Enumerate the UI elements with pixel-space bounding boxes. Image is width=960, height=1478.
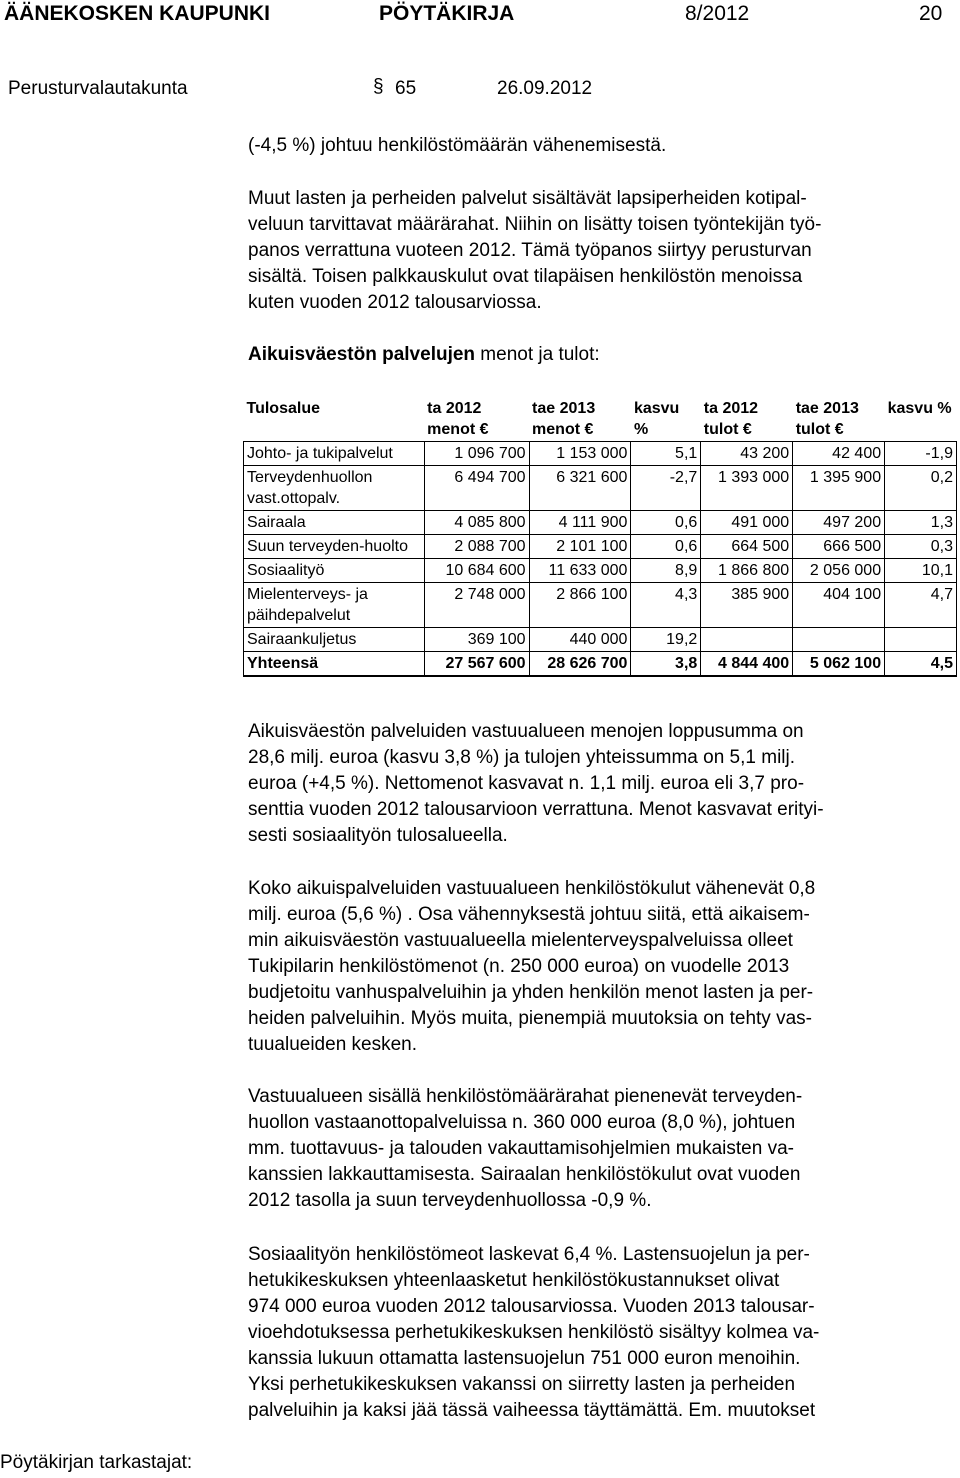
- table-cell: 2 748 000: [424, 583, 529, 628]
- table-cell: 1,3: [885, 511, 957, 535]
- text-line: 28,6 milj. euroa (kasvu 3,8 %) ja tulojen yhteissumma on 5,1 milj.: [248, 747, 796, 768]
- table-cell: Sosiaalityö: [244, 559, 425, 583]
- table-cell: 6 494 700: [424, 466, 529, 511]
- table-row: [244, 628, 957, 652]
- table-cell: Terveydenhuollon vast.ottopalv.: [244, 466, 425, 511]
- text-line: palveluihin ja kaksi jää tässä vaiheessa täyttämättä. Em. muutokset: [248, 1400, 816, 1421]
- column-header: tae 2013 tulot €: [793, 397, 885, 442]
- paragraph-summary: [248, 719, 948, 849]
- table-total-row: [244, 652, 957, 677]
- table-cell: 369 100: [424, 628, 529, 652]
- column-header: tae 2013 menot €: [529, 397, 631, 442]
- table-cell: 491 000: [701, 511, 793, 535]
- text-line: veluun tarvittavat määrärahat. Niihin on lisätty toisen työntekijän työ-: [248, 214, 822, 235]
- paragraph-staff-reduction: [248, 133, 948, 159]
- table-cell: 8,9: [631, 559, 701, 583]
- table-cell: 1 395 900: [793, 466, 885, 511]
- page-number: 20: [919, 2, 943, 25]
- text-line: kuten vuoden 2012 talousarviossa.: [248, 292, 542, 313]
- text-line: tuualueiden kesken.: [248, 1034, 418, 1055]
- table-cell: 1 866 800: [701, 559, 793, 583]
- text-line: 974 000 euroa vuoden 2012 talousarviossa. Vuoden 2013 talousar-: [248, 1296, 815, 1317]
- text-line: Sosiaalityön henkilöstömeot laskevat 6,4 %. Lastensuojelun ja per-: [248, 1244, 810, 1265]
- text-line: hetukikeskuksen yhteenlaasketut henkilöstökustannukset olivat: [248, 1270, 780, 1291]
- table-cell: 440 000: [529, 628, 631, 652]
- table-cell: 10 684 600: [424, 559, 529, 583]
- table-cell: 497 200: [793, 511, 885, 535]
- page-header: [0, 0, 960, 60]
- table-cell: 4 111 900: [529, 511, 631, 535]
- text-line: Muut lasten ja perheiden palvelut sisältävät lapsiperheiden kotipal-: [248, 188, 807, 209]
- table-row: [244, 466, 957, 511]
- table-cell: 11 633 000: [529, 559, 631, 583]
- table-cell: 4 844 400: [701, 652, 793, 677]
- table-cell: 1 153 000: [529, 442, 631, 466]
- table-cell: 385 900: [701, 583, 793, 628]
- table-cell: 28 626 700: [529, 652, 631, 677]
- section-sign-icon: §: [373, 76, 384, 97]
- column-header: Tulosalue: [244, 397, 425, 442]
- table-cell: 19,2: [631, 628, 701, 652]
- text-line: sisältä. Toisen palkkauskulut ovat tilapäisen henkilöstön menoissa: [248, 266, 803, 287]
- document-type: PÖYTÄKIRJA: [379, 2, 515, 25]
- text-line: heiden palveluihin. Myös muita, pienempiä muutoksia on tehty vas-: [248, 1008, 812, 1029]
- text-line: 2012 tasolla ja suun terveydenhuollossa -0,9 %.: [248, 1190, 652, 1211]
- table-cell: 2 101 100: [529, 535, 631, 559]
- heading-rest: menot ja tulot:: [475, 344, 600, 365]
- text-line: Aikuisväestön palveluiden vastuualueen menojen loppusumma on: [248, 721, 804, 742]
- table-cell: 666 500: [793, 535, 885, 559]
- paragraph-healthcare-staff: [248, 1084, 948, 1214]
- table-cell: 5,1: [631, 442, 701, 466]
- table-cell: 1 096 700: [424, 442, 529, 466]
- table-cell: 2 866 100: [529, 583, 631, 628]
- text-line: min aikuisväestön vastuualueella mielenterveyspalveluissa olleet: [248, 930, 793, 951]
- table-cell: 2 088 700: [424, 535, 529, 559]
- heading-bold: Aikuisväestön palvelujen: [248, 344, 476, 365]
- section-number: 65: [395, 78, 417, 99]
- table-cell: 664 500: [701, 535, 793, 559]
- paragraph-other-family-services: [248, 186, 948, 316]
- table-cell: 404 100: [793, 583, 885, 628]
- board-name: Perusturvalautakunta: [8, 78, 188, 99]
- text-line: euroa (+4,5 %). Nettomenot kasvavat n. 1,1 milj. euroa eli 3,7 pro-: [248, 773, 805, 794]
- column-header: kasvu %: [631, 397, 701, 442]
- table-cell: 1 393 000: [701, 466, 793, 511]
- text-line: Tukipilarin henkilöstömenot (n. 250 000 euroa) on vuodelle 2013: [248, 956, 790, 977]
- table-cell: 5 062 100: [793, 652, 885, 677]
- table-cell: 4,7: [885, 583, 957, 628]
- table-cell: [793, 628, 885, 652]
- column-header: ta 2012 menot €: [424, 397, 529, 442]
- table-cell: 2 056 000: [793, 559, 885, 583]
- table-row: [244, 535, 957, 559]
- table-cell: 10,1: [885, 559, 957, 583]
- meeting-date: 26.09.2012: [497, 78, 593, 99]
- text-line: kanssien lakkauttamisesta. Sairaalan henkilöstökulut ovat vuoden: [248, 1164, 801, 1185]
- table-row: [244, 442, 957, 466]
- table-cell: 0,3: [885, 535, 957, 559]
- table-cell: 0,6: [631, 535, 701, 559]
- table-cell: -1,9: [885, 442, 957, 466]
- column-header: ta 2012 tulot €: [701, 397, 793, 442]
- table-cell: 4,5: [885, 652, 957, 677]
- table-cell: 4,3: [631, 583, 701, 628]
- issue-number: 8/2012: [685, 2, 750, 25]
- table-row: [244, 559, 957, 583]
- column-header: kasvu %: [885, 397, 957, 442]
- table-row: [244, 583, 957, 628]
- table-cell: 3,8: [631, 652, 701, 677]
- text-line: budjetoitu vanhuspalveluihin ja yhden henkilön menot lasten ja per-: [248, 982, 814, 1003]
- table-cell: 43 200: [701, 442, 793, 466]
- table-cell: -2,7: [631, 466, 701, 511]
- table-cell: Yhteensä: [244, 652, 425, 677]
- table-cell: Sairaala: [244, 511, 425, 535]
- section-heading: [248, 344, 600, 366]
- table-cell: [885, 628, 957, 652]
- table-cell: 4 085 800: [424, 511, 529, 535]
- text-line: sesti sosiaalityön tulosalueella.: [248, 825, 508, 846]
- text-line: kanssia lukuun ottamatta lastensuojelun 751 000 euron menoihin.: [248, 1348, 801, 1369]
- city-name: ÄÄNEKOSKEN KAUPUNKI: [4, 2, 271, 25]
- table-cell: 27 567 600: [424, 652, 529, 677]
- minutes-checkers-label: Pöytäkirjan tarkastajat:: [0, 1452, 193, 1473]
- text-line: vioehdotuksessa perhetukikeskuksen henkilöstö sisältyy kolmea va-: [248, 1322, 820, 1343]
- table-cell: Suun terveyden-huolto: [244, 535, 425, 559]
- table-cell: Sairaankuljetus: [244, 628, 425, 652]
- paragraph-social-work-staff: [248, 1242, 948, 1424]
- table-cell: Mielenterveys- ja päihdepalvelut: [244, 583, 425, 628]
- text-line: Vastuualueen sisällä henkilöstömäärärahat pienenevät terveyden-: [248, 1086, 803, 1107]
- text-line: Koko aikuispalveluiden vastuualueen henkilöstökulut vähenevät 0,8: [248, 878, 816, 899]
- table-cell: [701, 628, 793, 652]
- text-line: mm. tuottavuus- ja talouden vakauttamisohjelmien mukaisten va-: [248, 1138, 794, 1159]
- table-header-row: [244, 397, 957, 442]
- table-cell: Johto- ja tukipalvelut: [244, 442, 425, 466]
- text-line: Yksi perhetukikeskuksen vakanssi on siirretty lasten ja perheiden: [248, 1374, 796, 1395]
- text-line: panos verrattuna vuoteen 2012. Tämä työpanos siirtyy perusturvan: [248, 240, 812, 261]
- text-line: senttia vuoden 2012 talousarvioon verrattuna. Menot kasvavat erityi-: [248, 799, 824, 820]
- text-line: huollon vastaanottopalveluissa n. 360 000 euroa (8,0 %), johtuen: [248, 1112, 796, 1133]
- text-line: (-4,5 %) johtuu henkilöstömäärän vähenemisestä.: [248, 135, 667, 156]
- paragraph-staff-costs: [248, 876, 948, 1058]
- table-cell: 42 400: [793, 442, 885, 466]
- budget-table: [243, 397, 957, 677]
- table-cell: 0,2: [885, 466, 957, 511]
- table-row: [244, 511, 957, 535]
- table-cell: 0,6: [631, 511, 701, 535]
- meeting-info: [0, 78, 960, 108]
- table-cell: 6 321 600: [529, 466, 631, 511]
- text-line: milj. euroa (5,6 %) . Osa vähennyksestä johtuu siitä, että aikaisem-: [248, 904, 810, 925]
